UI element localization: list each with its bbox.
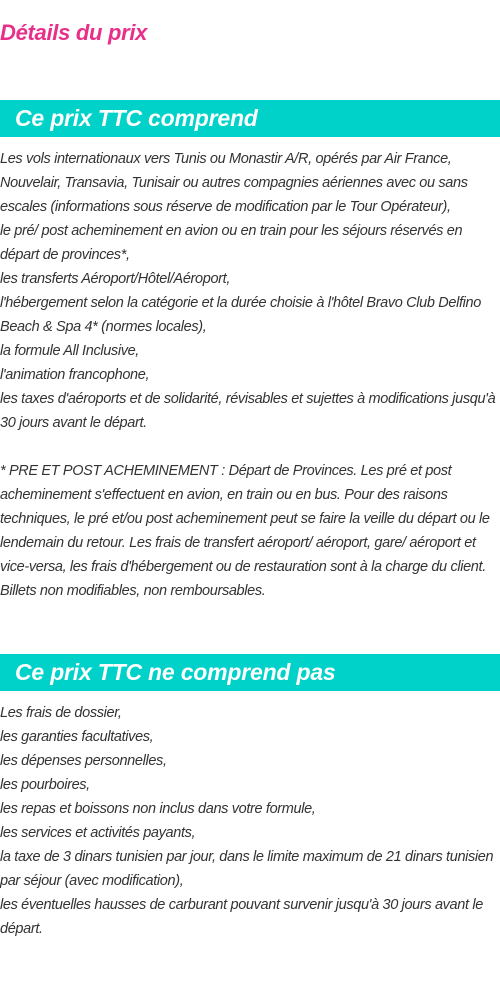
excluded-item-meals-drinks: les repas et boissons non inclus dans votre formule,	[0, 801, 316, 817]
excluded-item-fuel-surcharge: les éventuelles hausses de carburant pouvant survenir jusqu'à 30 jours avant le départ.	[0, 897, 483, 937]
paragraph-spacer	[0, 435, 500, 459]
included-item-all-inclusive: la formule All Inclusive,	[0, 343, 139, 359]
excluded-item-paid-activities: les services et activités payants,	[0, 825, 196, 841]
included-item-taxes: les taxes d'aéroports et de solidarité, révisables et sujettes à modifications jusqu'à 30 jours avant le départ.	[0, 391, 496, 431]
excluded-item-personal-expenses: les dépenses personnelles,	[0, 753, 167, 769]
pre-post-routing-note: * PRE ET POST ACHEMINEMENT : Départ de Provinces. Les pré et post acheminement s'effectuent en avion, en train ou en bus. Pour des raisons techniques, le pré et/ou post acheminement peut se faire la veille du départ ou le lendemain du retour. Les frais de transfert aéroport/ aéroport, gare/ aéroport et vice-versa, les frais d'hébergement ou de restauration sont à la charge du client. Billets non modifiables, non remboursables.	[0, 463, 490, 599]
included-list	[0, 137, 500, 603]
excluded-item-optional-insurance: les garanties facultatives,	[0, 729, 154, 745]
excluded-section-heading: Ce prix TTC ne comprend pas	[0, 654, 500, 691]
page-title: Détails du prix	[0, 20, 148, 45]
included-item-pre-post-routing: le pré/ post acheminement en avion ou en train pour les séjours réservés en départ de provinces*,	[0, 223, 463, 263]
excluded-item-tips: les pourboires,	[0, 777, 90, 793]
included-item-transfers: les transferts Aéroport/Hôtel/Aéroport,	[0, 271, 231, 287]
included-item-animation: l'animation francophone,	[0, 367, 150, 383]
excluded-item-tourist-tax: la taxe de 3 dinars tunisien par jour, dans le limite maximum de 21 dinars tunisien par séjour (avec modification),	[0, 849, 494, 889]
included-item-accommodation: l'hébergement selon la catégorie et la durée choisie à l'hôtel Bravo Club Delfino Beach & Spa 4* (normes locales),	[0, 295, 481, 335]
excluded-item-booking-fees: Les frais de dossier,	[0, 705, 122, 721]
excluded-list	[0, 691, 500, 941]
included-section-heading: Ce prix TTC comprend	[0, 100, 500, 137]
included-item-flights: Les vols internationaux vers Tunis ou Monastir A/R, opérés par Air France, Nouvelair, Transavia, Tunisair ou autres compagnies aériennes avec ou sans escales (informations sous réserve de modification par le Tour Opérateur),	[0, 151, 468, 215]
